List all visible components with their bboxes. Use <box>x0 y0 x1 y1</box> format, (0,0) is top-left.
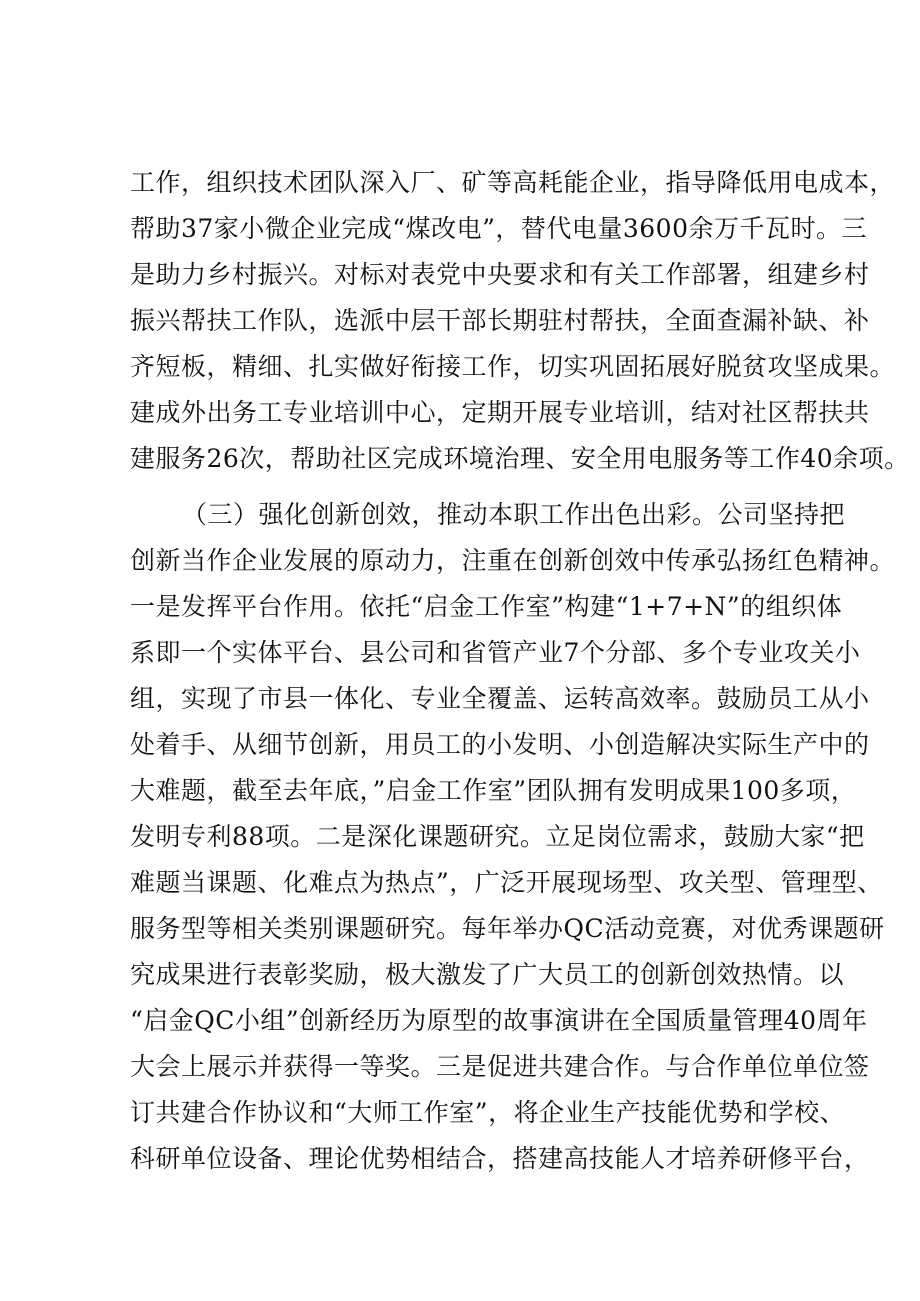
text-line: 建服务26次，帮助社区完成环境治理、安全用电服务等工作40余项。 <box>130 444 910 473</box>
text-line: 服务型等相关类别课题研究。每年举办QC活动竞赛，对优秀课题研 <box>130 914 885 943</box>
text-line: 订共建合作协议和“大师工作室”，将企业生产技能优势和学校、 <box>130 1098 846 1127</box>
text-line: 难题当课题、化难点为热点”，广泛开展现场型、攻关型、管理型、 <box>130 868 883 897</box>
text-line: 振兴帮扶工作队，选派中层干部长期驻村帮扶，全面查漏补缺、补 <box>130 306 870 335</box>
text-line: 发明专利88项。二是深化课题研究。立足岗位需求，鼓励大家“把 <box>130 822 865 851</box>
paragraph-gap <box>130 482 810 492</box>
text-line: 大难题，截至去年底，”启金工作室”团队拥有发明成果100多项， <box>130 776 857 805</box>
text-line: 组，实现了市县一体化、专业全覆盖、运转高效率。鼓励员工从小 <box>130 684 870 713</box>
text-line: 齐短板，精细、扎实做好衔接工作，切实巩固拓展好脱贫攻坚成果。 <box>130 352 896 381</box>
text-line: 科研单位设备、理论优势相结合，搭建高技能人才培养研修平台， <box>130 1144 870 1173</box>
paragraph-2 <box>130 492 896 1182</box>
text-line: 大会上展示并获得一等奖。三是促进共建合作。与合作单位单位签 <box>130 1052 870 1081</box>
text-line: 究成果进行表彰奖励，极大激发了广大员工的创新创效热情。以 <box>130 960 845 989</box>
text-line: 创新当作企业发展的原动力，注重在创新创效中传承弘扬红色精神。 <box>130 546 896 575</box>
text-line: 处着手、从细节创新，用员工的小发明、小创造解决实际生产中的 <box>130 730 870 759</box>
section-heading-line: （三）强化创新创效，推动本职工作出色出彩。公司坚持把 <box>182 500 846 529</box>
text-line: 系即一个实体平台、县公司和省管产业7个分部、多个专业攻关小 <box>130 638 861 667</box>
text-line: 是助力乡村振兴。对标对表党中央要求和有关工作部署，组建乡村 <box>130 260 870 289</box>
text-line: “启金QC小组”创新经历为原型的故事演讲在全国质量管理40周年 <box>130 1006 868 1035</box>
paragraph-1 <box>130 160 910 482</box>
text-line: 一是发挥平台作用。依托“启金工作室”构建“1+7+N”的组织体 <box>130 592 843 621</box>
document-body <box>130 160 910 1182</box>
text-line: 帮助37家小微企业完成“煤改电”，替代电量3600余万千瓦时。三 <box>130 214 867 243</box>
text-line: 建成外出务工专业培训中心，定期开展专业培训，结对社区帮扶共 <box>130 398 870 427</box>
text-line: 工作，组织技术团队深入厂、矿等高耗能企业，指导降低用电成本， <box>130 168 896 197</box>
